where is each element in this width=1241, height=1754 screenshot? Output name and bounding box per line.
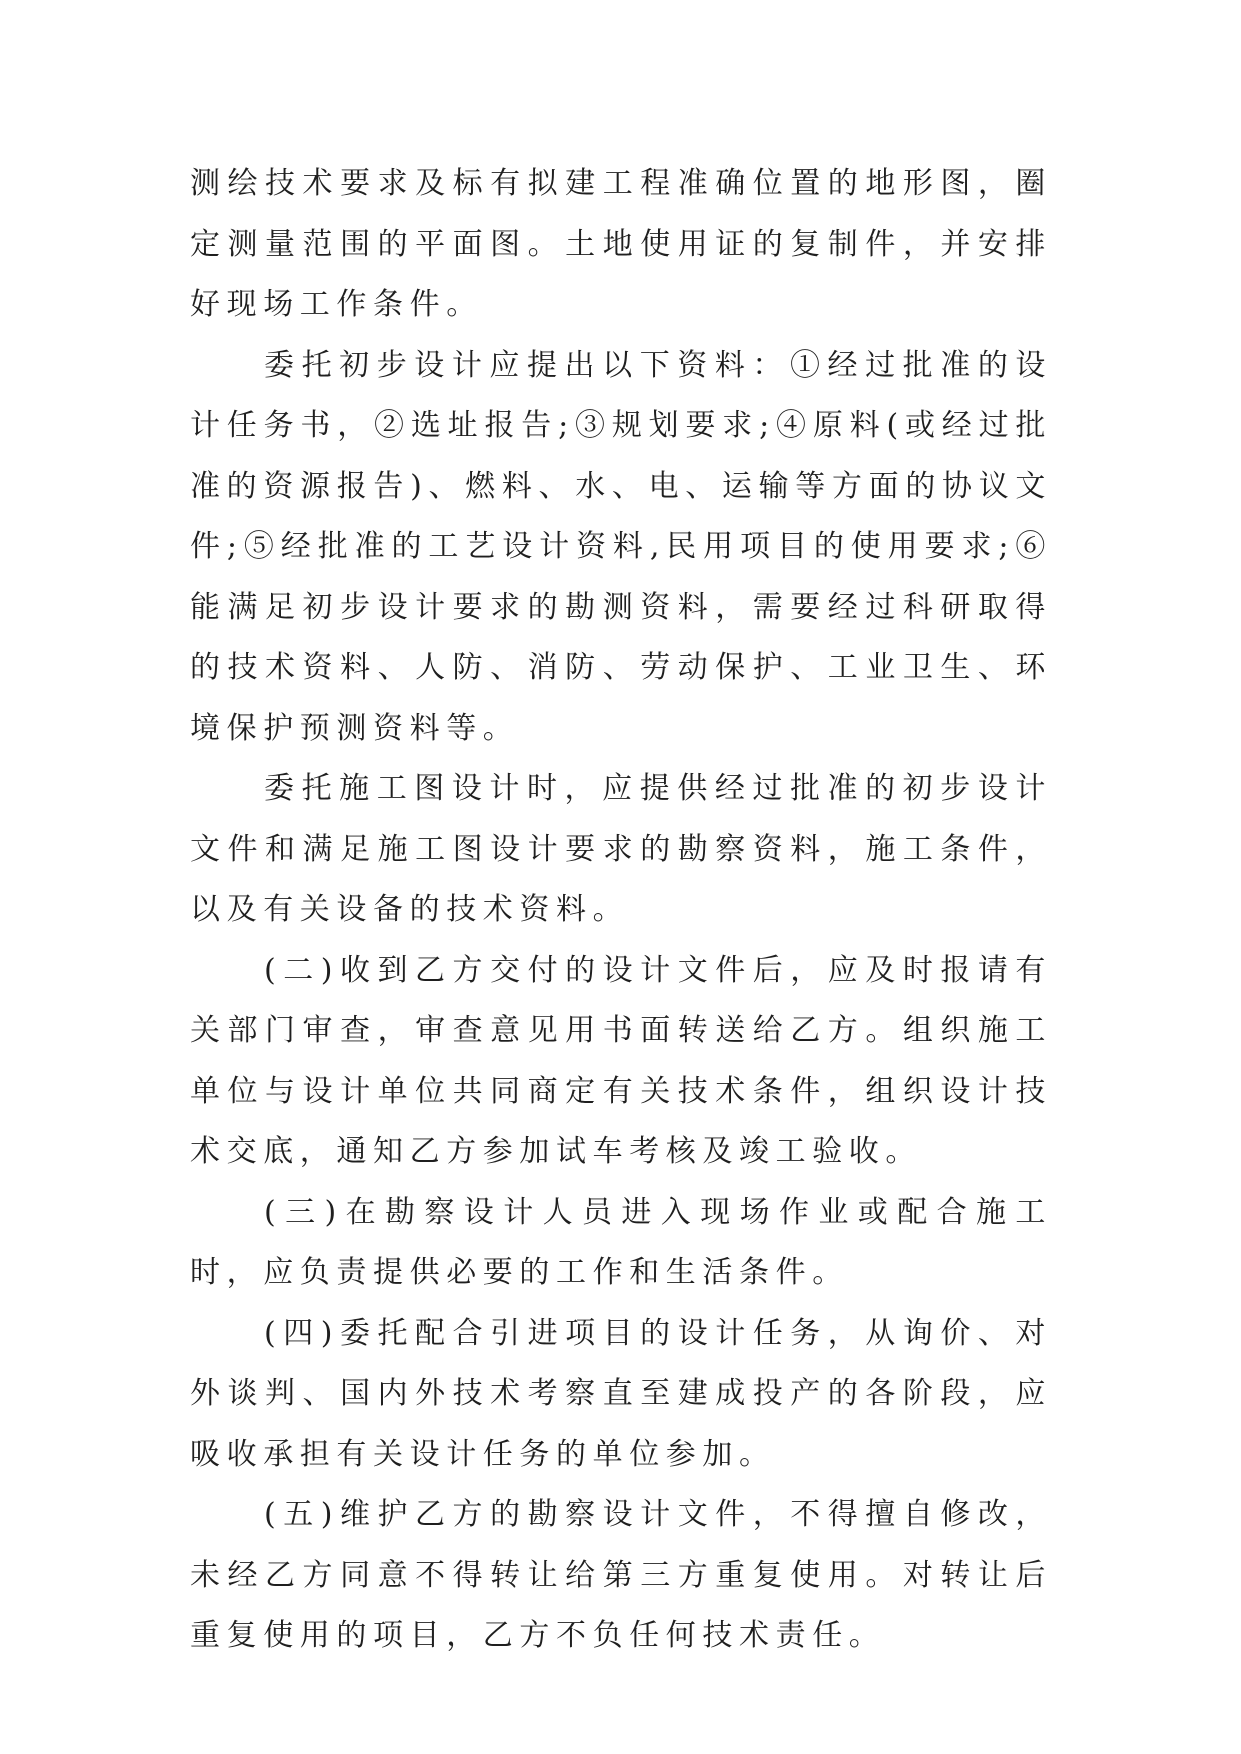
paragraph-clause-4: (四)委托配合引进项目的设计任务，从询价、对外谈判、国内外技术考察直至建成投产的各阶段，应吸收承担有关设计任务的单位参加。 <box>190 1315 1052 1472</box>
paragraph-clause-3: (三)在勘察设计人员进入现场作业或配合施工时，应负责提供必要的工作和生活条件。 <box>190 1194 1052 1290</box>
paragraph-survey-materials: 测绘技术要求及标有拟建工程准确位置的地形图，圈定测量范围的平面图。土地使用证的复制件，并安排好现场工作条件。 <box>190 166 1052 322</box>
paragraph-clause-2: (二)收到乙方交付的设计文件后，应及时报请有关部门审查，审查意见用书面转送给乙方。组织施工单位与设计单位共同商定有关技术条件，组织设计技术交底，通知乙方参加试车考核及竣工验收。 <box>190 952 1052 1169</box>
paragraph-preliminary-design: 委托初步设计应提出以下资料：①经过批准的设计任务书，②选址报告;③规划要求;④原料(或经过批准的资源报告)、燃料、水、电、运输等方面的协议文件;⑤经批准的工艺设计资料,民用项目的使用要求;⑥能满足初步设计要求的勘测资料，需要经过科研取得的技术资料、人防、消防、劳动保护、工业卫生、环境保护预测资料等。 <box>190 347 1052 746</box>
paragraph-construction-drawing: 委托施工图设计时，应提供经过批准的初步设计文件和满足施工图设计要求的勘察资料，施工条件，以及有关设备的技术资料。 <box>190 771 1052 927</box>
document-body <box>190 154 1052 1667</box>
paragraph-clause-5: (五)维护乙方的勘察设计文件，不得擅自修改，未经乙方同意不得转让给第三方重复使用。对转让后重复使用的项目，乙方不负任何技术责任。 <box>190 1497 1052 1653</box>
